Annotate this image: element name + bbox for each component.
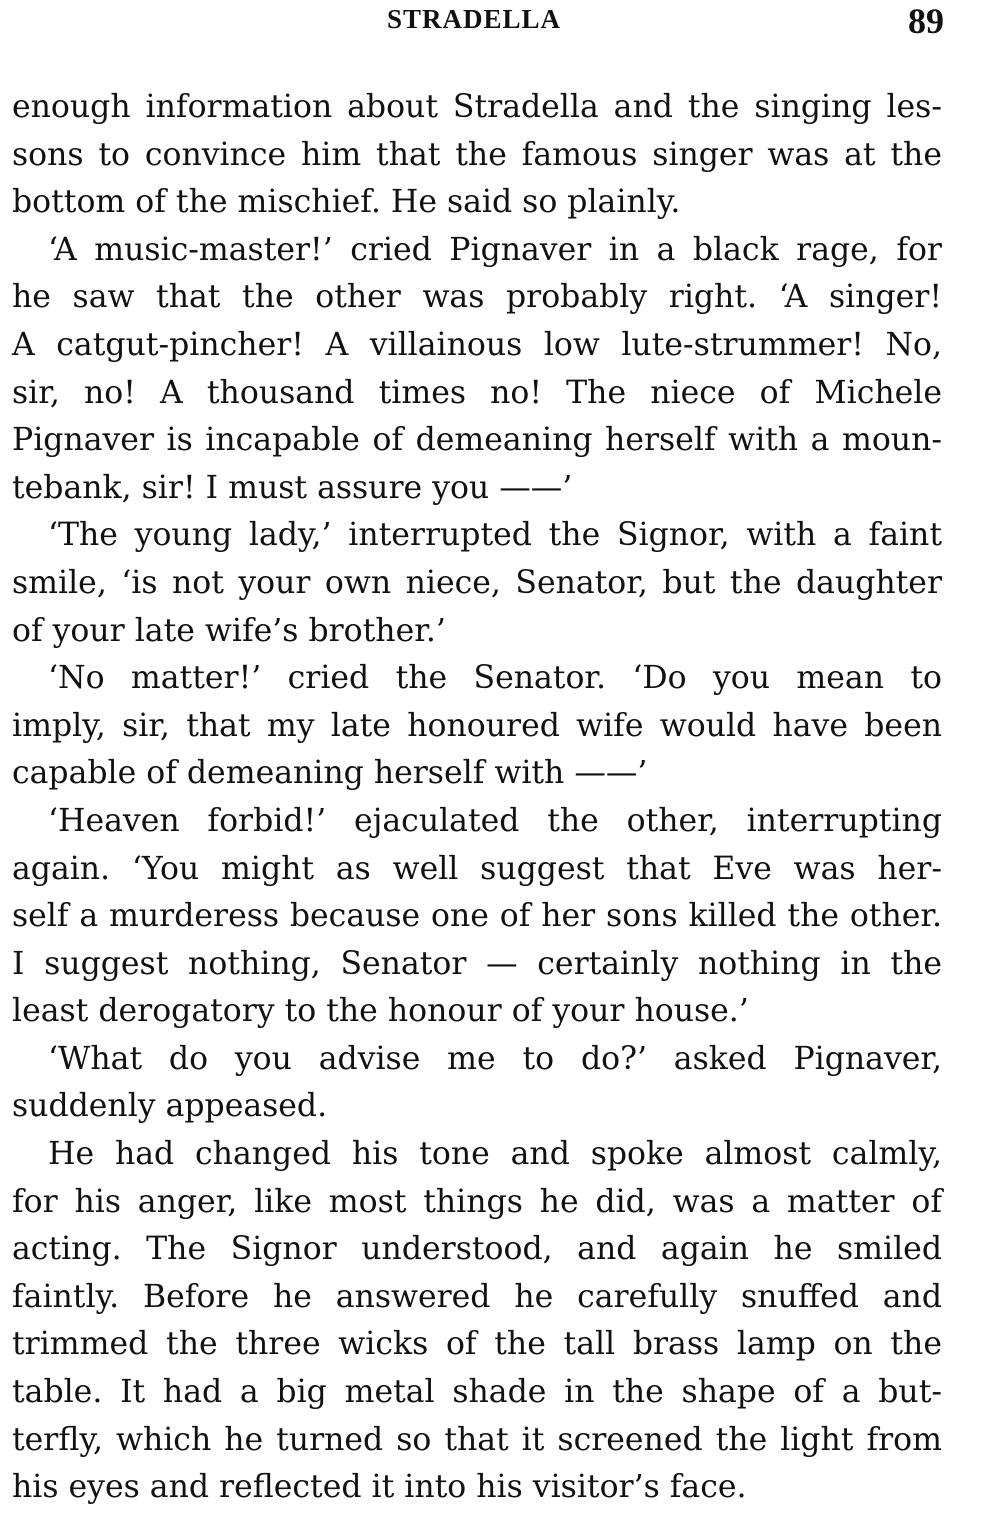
text-line: tebank, sir! I must assure you ——’ [12,469,573,506]
text-line: ‘No matter!’ cried the Senator. ‘Do you mean to [48,660,942,697]
page-number: 89 [908,1,944,41]
running-head [0,0,1000,44]
paragraph [12,512,942,655]
paragraph [12,1036,942,1131]
text-line: self a murderess because one of her sons killed the other. [12,898,942,935]
paragraph [12,84,942,227]
text-line: A catgut-pincher! A villainous low lute-strummer! No, [12,326,942,363]
text-line: enough information about Stradella and the singing les- [12,89,942,125]
text-line: acting. The Signor understood, and again he smiled [12,1231,942,1268]
text-line: imply, sir, that my late honoured wife would have been [12,707,942,744]
text-line: capable of demeaning herself with ——’ [12,755,648,792]
text-line: Pignaver is incapable of demeaning herself with a moun- [12,422,942,459]
text-line: his eyes and reflected it into his visitor’s face. [12,1469,747,1506]
text-line: ‘Heaven forbid!’ ejaculated the other, interrupting [48,802,942,839]
paragraph [12,1131,942,1512]
text-line: smile, ‘is not your own niece, Senator, but the daughter [12,564,942,601]
text-line: sons to convince him that the famous singer was at the [12,136,942,173]
text-line: of your late wife’s brother.’ [12,612,446,649]
text-line: bottom of the mischief. He said so plainly. [12,184,681,221]
text-line: for his anger, like most things he did, was a matter of [12,1183,942,1220]
text-line: suddenly appeased. [12,1088,328,1125]
text-line: again. ‘You might as well suggest that Eve was her- [12,850,942,887]
text-line: I suggest nothing, Senator — certainly nothing in the [12,945,942,982]
paragraph [12,655,942,798]
text-line: sir, no! A thousand times no! The niece of Michele [12,374,942,411]
running-title: STRADELLA [386,4,562,34]
text-line: least derogatory to the honour of your house.’ [12,993,749,1030]
text-line: He had changed his tone and spoke almost calmly, [48,1136,942,1173]
paragraph [12,798,942,1036]
text-line: trimmed the three wicks of the tall brass lamp on the [12,1326,942,1363]
text-line: ‘The young lady,’ interrupted the Signor, with a faint [48,517,942,554]
text-line: terfly, which he turned so that it screened the light from [12,1421,942,1458]
body-text [12,84,942,1512]
paragraph [12,227,942,513]
text-line: ‘A music-master!’ cried Pignaver in a black rage, for [48,231,942,268]
text-line: ‘What do you advise me to do?’ asked Pignaver, [48,1040,942,1077]
text-line: table. It had a big metal shade in the shape of a but- [12,1374,942,1411]
text-line: faintly. Before he answered he carefully snuffed and [12,1278,942,1315]
text-line: he saw that the other was probably right. ‘A singer! [12,279,942,316]
